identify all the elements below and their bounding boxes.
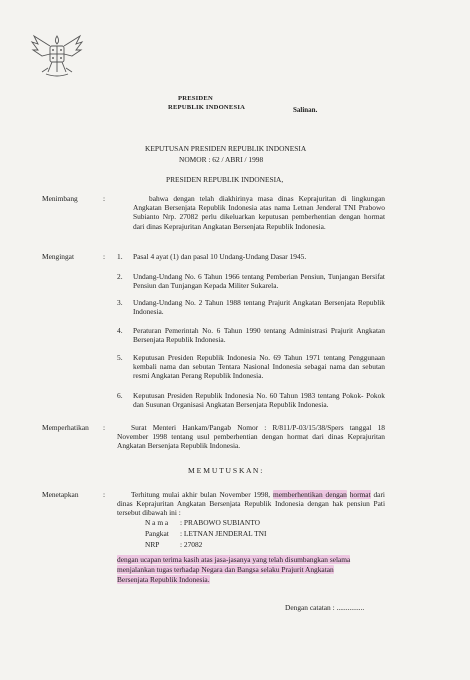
closing-line-2 xyxy=(117,565,334,574)
field-pangkat-value: : LETNAN JENDERAL TNI xyxy=(180,529,267,538)
mengingat-item-3: Undang-Undang No. 2 Tahun 1988 tentang Prajurit Angkatan Bersenjata Republik Indonesia. xyxy=(133,298,385,317)
field-nama-value: : PRABOWO SUBIANTO xyxy=(180,518,260,527)
mengingat-label: Mengingat xyxy=(42,252,75,261)
mengingat-item-6: Keputusan Presiden Republik Indonesia No. 60 Tahun 1983 tentang Pokok- Pokok dan Susunan Organisasi Angkatan Bersenjata Republik Indonesia. xyxy=(133,391,385,410)
memutuskan-heading: M E M U T U S K A N : xyxy=(188,466,263,475)
closing-line-3 xyxy=(117,575,210,584)
field-nrp-label: NRP xyxy=(145,540,160,549)
menetapkan-intro-pre: Terhitung mulai akhir bulan November 1998, xyxy=(131,490,273,499)
mengingat-num-6: 6. xyxy=(117,391,123,400)
salinan-label: Salinan. xyxy=(293,106,318,114)
mengingat-num-2: 2. xyxy=(117,272,123,281)
field-nama-label: N a m a xyxy=(145,518,169,527)
mengingat-colon: : xyxy=(103,252,106,261)
highlight-memberhentikan: memberhentikan dengan xyxy=(272,490,347,499)
menimbang-text: bahwa dengan telah diakhirinya masa dinas Keprajuritan di lingkungan Angkatan Bersenjata Republik Indonesia atas nama Letnan Jenderal TNI Prabowo Subianto Nrp. 27082 perlu dikeluarkan keputusan pemberhentian dengan hormat dari dinas Keprajuritan Angkatan Bersenjata Republik Indonesia. xyxy=(133,194,385,231)
title-presiden: PRESIDEN REPUBLIK INDONESIA, xyxy=(166,175,284,184)
field-nrp-value: : 27082 xyxy=(180,540,203,549)
title-nomor: NOMOR : 62 / ABRI / 1998 xyxy=(179,155,264,164)
mengingat-item-4: Peraturan Pemerintah No. 6 Tahun 1990 tentang Administrasi Prajurit Angkatan Bersenjata Republik Indonesia. xyxy=(133,326,385,345)
menetapkan-intro-post: dari dinas Keprajuritan Angkatan Bersenjata Republik Indonesia dengan hak pensiun Pati tersebut dibawah ini : xyxy=(117,490,385,518)
mengingat-num-5: 5. xyxy=(117,353,123,362)
menimbang-label: Menimbang xyxy=(42,194,78,203)
header-presiden: PRESIDEN xyxy=(178,95,213,102)
highlight-closing-1: dengan ucapan terima kasih atas jasa-jasanya yang telah disumbangkan selama xyxy=(117,555,351,564)
mengingat-item-5: Keputusan Presiden Republik Indonesia No. 69 Tahun 1971 tentang Penggunaan kembali nama dan sebutan Tentara Nasional Indonesia sebagai nama dan sebutan resmi Angkatan Perang Republik Indonesia. xyxy=(133,353,385,381)
highlight-closing-2: menjalankan tugas terhadap Negara dan Bangsa selaku Prajurit Angkatan xyxy=(117,565,334,574)
menetapkan-intro xyxy=(117,490,385,518)
header-republik: REPUBLIK INDONESIA xyxy=(168,104,246,111)
memperhatikan-colon: : xyxy=(103,423,106,432)
field-pangkat-label: Pangkat xyxy=(145,529,169,538)
mengingat-num-4: 4. xyxy=(117,326,123,335)
closing-line-1 xyxy=(117,555,350,564)
mengingat-num-3: 3. xyxy=(117,298,123,307)
menetapkan-colon: : xyxy=(103,490,106,499)
footer-catatan: Dengan catatan : ............... xyxy=(285,603,365,612)
mengingat-num-1: 1. xyxy=(117,252,123,261)
title-line1: KEPUTUSAN PRESIDEN REPUBLIK INDONESIA xyxy=(145,144,307,153)
mengingat-item-2: Undang-Undang No. 6 Tahun 1966 tentang Pemberian Pensiun, Tunjangan Bersifat Pensiun dan Tunjangan Kepada Militer Sukarela. xyxy=(133,272,385,291)
memperhatikan-text: Surat Menteri Hankam/Pangab Nomor : R/811/P-03/15/38/Spers tanggal 18 November 1998 tentang usul pemberhentian dengan hormat dari dinas Keprajuritan Angkatan Bersenjata Republik Indonesia. xyxy=(117,423,385,451)
menimbang-colon: : xyxy=(103,194,106,203)
highlight-hormat: hormat xyxy=(349,490,371,499)
highlight-closing-3: Bersenjata Republik Indonesia. xyxy=(117,575,210,584)
menetapkan-label: Menetapkan xyxy=(42,490,79,499)
garuda-emblem-icon xyxy=(28,30,86,82)
memperhatikan-label: Memperhatikan xyxy=(42,423,89,432)
mengingat-item-1: Pasal 4 ayat (1) dan pasal 10 Undang-Undang Dasar 1945. xyxy=(133,252,307,261)
